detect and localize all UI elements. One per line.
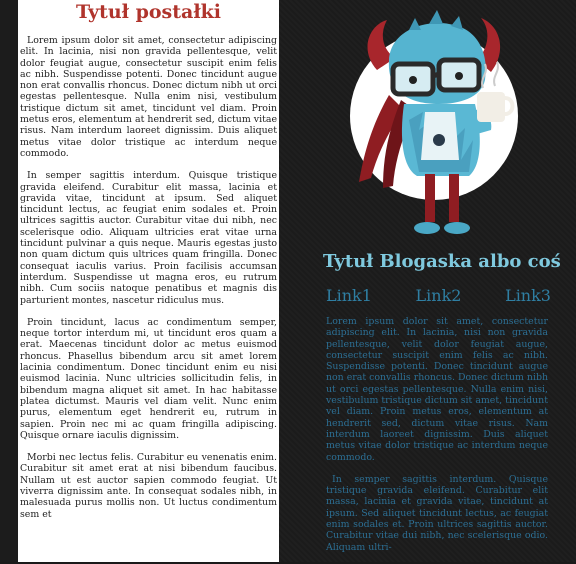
- post-body: [18, 35, 279, 520]
- blog-post: [18, 0, 279, 562]
- nav-link-3[interactable]: Link3: [505, 286, 551, 305]
- sidebar: [279, 0, 576, 562]
- post-paragraph: In semper sagittis interdum. Quisque tristique gravida eleifend. Curabitur elit massa, lacinia et gravida vitae, tincidunt at ipsum. Sed aliquet tincidunt lectus, ac feugiat enim sodales et. Proin ultrices sagittis auctor. Curabitur vitae dui nibh, nec scelerisque odio. Aliquam ultricies erat vitae urna tincidunt pulvinar a quis neque. Mauris egestas justo non quam dictum quis ultrices quam fringilla. Donec consequat iaculis varius. Proin facilisis accumsan interdum. Suspendisse ut magna eros, eu rutrum nibh. Cum sociis natoque penatibus et magnis dis parturient montes, nascetur ridiculus mus.: [20, 170, 277, 306]
- sidebar-about-text: [326, 316, 548, 564]
- sidebar-nav: [326, 286, 551, 305]
- post-paragraph: Lorem ipsum dolor sit amet, consectetur adipiscing elit. In lacinia, nisi non gravida pellentesque, velit dolor feugiat augue, consectetur suscipit enim felis ac nibh. Suspendisse potenti. Donec tincidunt augue non erat convallis rhoncus. Donec dictum nibh ut orci egestas pellentesque. Nulla enim nisi, vestibulum tristique dictum sit amet, tincidunt vel diam. Proin metus eros, elementum at hendrerit sed, dictum vitae risus. Nam interdum laoreet dignissim. Duis aliquet metus vitae dolor tristique ac interdum neque commodo.: [20, 35, 277, 159]
- monster-with-glasses-and-coffee-icon: [349, 0, 529, 250]
- left-background: [0, 0, 18, 562]
- about-paragraph: In semper sagittis interdum. Quisque tristique gravida eleifend. Curabitur elit massa, lacinia et gravida vitae, tincidunt at ipsum. Sed aliquet tincidunt lectus, ac feugiat enim sodales et. Proin ultrices sagittis auctor. Curabitur vitae dui nibh, nec scelerisque odio. Aliquam ultri-: [326, 473, 548, 553]
- nav-link-2[interactable]: Link2: [415, 286, 462, 305]
- blog-title: Tytuł Blogaska albo coś: [323, 251, 561, 272]
- about-paragraph: Lorem ipsum dolor sit amet, consectetur adipiscing elit. In lacinia, nisi non gravida pellentesque, velit dolor feugiat augue, consectetur suscipit enim felis ac nibh. Suspendisse potenti. Donec tincidunt augue non erat convallis rhoncus. Donec dictum nibh ut orci egestas pellentesque. Nulla enim nisi, vestibulum tristique dictum sit amet, tincidunt vel diam. Proin metus eros, elementum at hendrerit sed, dictum vitae risus. Nam interdum laoreet dignissim. Duis aliquet metus vitae dolor tristique ac interdum neque commodo.: [326, 316, 548, 463]
- post-paragraph: Proin tincidunt, lacus ac condimentum semper, neque tortor interdum mi, ut tincidunt eros quam a erat. Maecenas tincidunt dolor ac metus euismod rhoncus. Phasellus bibendum arcu sit amet lorem lacinia condimentum. Donec tincidunt enim eu nisi euismod lacinia. Nunc ultricies sollicitudin felis, in bibendum magna aliquet sit amet. In hac habitasse platea dictumst. Mauris vel diam velit. Nunc enim purus, elementum eget hendrerit eu, rutrum in sapien. Proin nec mi ac quam fringilla adipiscing. Quisque ornare iaculis dignissim.: [20, 316, 277, 441]
- post-title: Tytuł postałki: [75, 1, 222, 23]
- avatar: [349, 0, 529, 250]
- post-paragraph: Morbi nec lectus felis. Curabitur eu venenatis enim. Curabitur sit amet erat at nisi bibendum faucibus. Nullam ut est auctor sapien commodo feugiat. Ut viverra dignissim ante. In consequat sodales nibh, in malesuada purus mollis non. Ut luctus condimentum sem et: [20, 452, 277, 520]
- nav-link-1[interactable]: Link1: [326, 286, 372, 305]
